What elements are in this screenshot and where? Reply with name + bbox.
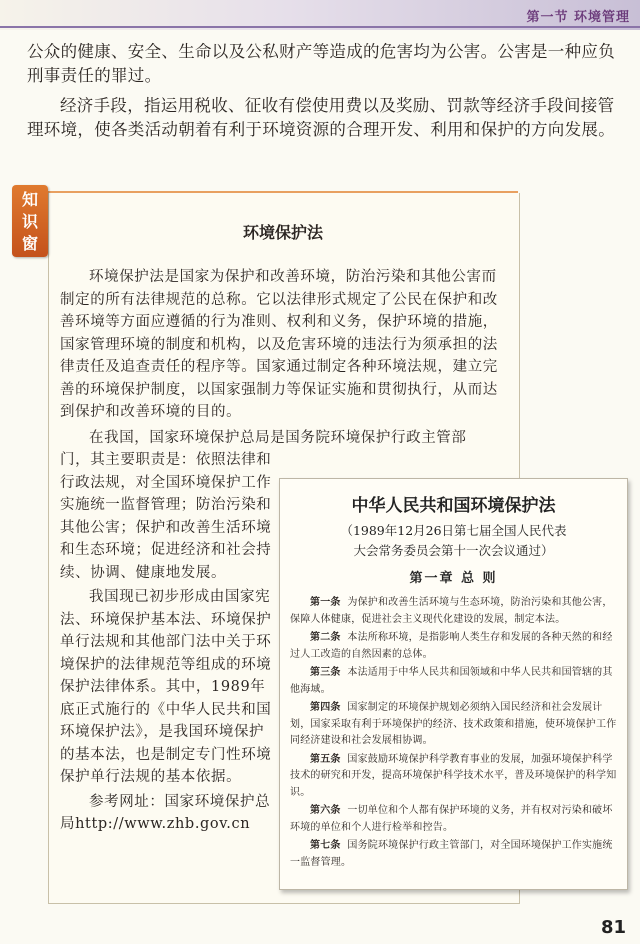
article-text: 国务院环境保护行政主管部门，对全国环境保护工作实施统一监督管理。	[290, 840, 613, 868]
law-article	[290, 595, 618, 628]
page-number: 81	[600, 917, 626, 938]
reference-url: 参考网址：国家环境保护总局http://www.zhb.gov.cn	[60, 793, 271, 832]
knowledge-paragraph-3: 我国现已初步形成由国家宪法、环境保护基本法、环境保护单行法规和其他部门法中关于环境保护的法律规范等组成的环境保护法律体系。其中，1989年底正式施行的《中华人民共和国环境保护法》，是我国环境保护的基本法，也是制定专门性环境保护单行法规的基本依据。	[60, 589, 272, 785]
knowledge-paragraph-1: 环境保护法是国家为保护和改善环境，防治污染和其他公害而制定的所有法律规范的总称。它以法律形式规定了公民在保护和改善环境等方面应遵循的行为准则、权利和义务，保护环境的措施，国家管理环境的制度和机构，以及危害环境的违法行为须承担的法律责任及追查责任的程序等。国家通过制定各种环境法规，建立完善的环境保护制度，以国家强制力等保证实施和贯彻执行，从而达到保护和改善环境的目的。	[60, 269, 498, 420]
knowledge-left-column	[60, 449, 272, 836]
header-stripe	[0, 26, 640, 28]
law-article	[290, 752, 618, 802]
article-number: 第五条	[310, 753, 341, 765]
law-article	[290, 803, 618, 836]
law-title: 中华人民共和国环境保护法	[351, 496, 556, 516]
knowledge-paragraph-2-first-line: 在我国，国家环境保护总局是国务院环境保护行政主管部	[89, 430, 467, 446]
article-number: 第六条	[310, 805, 341, 816]
page-header	[0, 0, 640, 30]
article-text: 国家制定的环境保护规划必须纳入国民经济和社会发展计划，国家采取有利于环境保护的经济、技术政策和措施，使环境保护工作同经济建设和社会发展相协调。	[290, 702, 617, 746]
article-number: 第四条	[310, 702, 341, 713]
intro-paragraph-2: 经济手段，指运用税收、征收有偿使用费以及奖励、罚款等经济手段间接管理环境，使各类活动朝着有利于环境资源的合理开发、利用和保护的方向发展。	[27, 96, 615, 139]
article-text: 国家鼓励环境保护科学教育事业的发展，加强环境保护科学技术的研究和开发，提高环境保护科学技术水平，普及环境保护的科学知识。	[290, 753, 617, 798]
intro-paragraph-1: 公众的健康、安全、生命以及公私财产等造成的危害均为公害。公害是一种应负刑事责任的罪过。	[27, 42, 615, 85]
law-article	[290, 630, 618, 663]
law-articles	[290, 595, 618, 873]
knowledge-paragraph-2-rest: 门，其主要职责是：依照法律和行政法规，对全国环境保护工作实施统一监督管理；防治污染和其他公害；保护和改善生活环境和生态环境；促进经济和社会持续、协调、健康地发展。	[60, 452, 272, 581]
knowledge-badge	[12, 185, 48, 257]
chapter-title: 第一节 环境管理	[526, 10, 630, 25]
badge-char-1: 知	[21, 190, 38, 209]
law-subtitle-2: 大会常务委员会第十一次会议通过）	[353, 543, 554, 558]
article-text: 本法所称环境，是指影响人类生存和发展的各种天然的和经过人工改造的自然因素的总体。	[290, 632, 613, 660]
article-text: 本法适用于中华人民共和国领域和中华人民共和国管辖的其他海域。	[290, 667, 613, 695]
badge-char-2: 识	[21, 212, 38, 231]
article-text: 为保护和改善生活环境与生态环境，防治污染和其他公害，保障人体健康，促进社会主义现代化建设的发展，制定本法。	[290, 597, 613, 625]
law-article	[290, 700, 618, 750]
law-excerpt-box	[279, 478, 628, 890]
law-subtitle-1: （1989年12月26日第七届全国人民代表	[340, 523, 567, 538]
law-article	[290, 665, 618, 698]
article-number: 第三条	[310, 667, 341, 678]
article-number: 第一条	[310, 597, 341, 608]
knowledge-title: 环境保护法	[242, 223, 323, 242]
article-text: 一切单位和个人都有保护环境的义务，并有权对污染和破坏环境的单位和个人进行检举和控告。	[290, 805, 613, 833]
law-article	[290, 838, 618, 871]
law-chapter-heading: 第一章 总 则	[409, 571, 498, 586]
badge-char-3: 窗	[21, 234, 38, 253]
article-number: 第七条	[310, 840, 341, 851]
article-number: 第二条	[310, 632, 341, 643]
